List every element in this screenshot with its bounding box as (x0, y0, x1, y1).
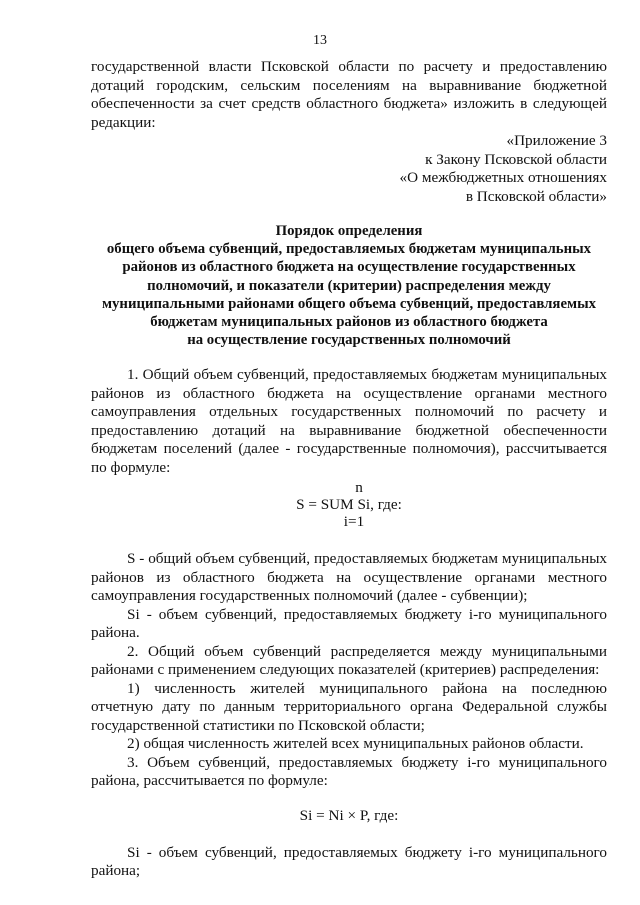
formula-product: Si = Ni × P, где: (299, 806, 399, 824)
title-line: общего объема субвенций, предоставляемых бюджетам муниципальных (106, 241, 592, 258)
formula-sum (91, 479, 607, 530)
title-line: районов из областного бюджета на осуществление государственных (122, 259, 576, 276)
appendix-header-line: «Приложение 3 (506, 132, 607, 149)
document-title (91, 222, 607, 349)
appendix-header-line: в Псковской области» (465, 187, 607, 205)
intro-paragraph: государственной власти Псковской области по расчету и предоставлению дотаций городским, сельским поселениям на выравнивание бюджетной обеспеченности за счет средств областного бюджета» изложить в следующей редакции: (91, 58, 607, 131)
title-line: полномочий, и показатели (критерии) распределения между (147, 277, 551, 294)
formula-lower-limit: i=1 (343, 513, 365, 531)
definition-Si: Si - объем субвенций, предоставляемых бюджету i-го муниципального района. (91, 605, 607, 642)
appendix-header-line: «О межбюджетных отношениях (399, 169, 607, 186)
title-line: муниципальными районами общего объема субвенций, предоставляемых (101, 295, 597, 312)
paragraph-2: 2. Общий объем субвенций распределяется между муниципальными районами с применением следующих показателей (критериев) распределения: (91, 642, 607, 679)
appendix-header-line: к Закону Псковской области (425, 150, 607, 168)
appendix-header (91, 132, 607, 206)
criterion-2: 2) общая численность жителей всех муниципальных районов области. (127, 735, 584, 753)
title-line: бюджетам муниципальных районов из областного бюджета (150, 314, 548, 331)
definition-S: S - общий объем субвенций, предоставляемых бюджетам муниципальных районов из областного бюджета на осуществление органами местного самоуправления государственных полномочий (далее - субвенции); (91, 550, 607, 605)
document-body (91, 58, 607, 881)
title-line: на осуществление государственных полномочий (187, 332, 511, 349)
page-number: 13 (313, 33, 327, 48)
formula-upper-limit: n (355, 479, 363, 497)
paragraph-3: 3. Объем субвенций, предоставляемых бюджету i-го муниципального района, рассчитывается по формуле: (91, 753, 607, 790)
definition-Si-2: Si - объем субвенций, предоставляемых бюджету i-го муниципального района; (91, 843, 607, 880)
title-line: Порядок определения (275, 223, 423, 239)
paragraph-1: 1. Общий объем субвенций, предоставляемых бюджетам муниципальных районов из областного бюджета на осуществление органами местного самоуправления отдельных государственных полномочий по расчету и предоставлению дотаций на выравнивание бюджетной обеспеченности бюджетам поселений (далее - государственные полномочия), рассчитывается по формуле: (91, 366, 607, 476)
criterion-1: 1) численность жителей муниципального района на последнюю отчетную дату по данным территориального органа Федеральной службы государственной статистики по Псковской области; (91, 679, 607, 734)
formula-main: S = SUM Si, где: (296, 496, 402, 514)
